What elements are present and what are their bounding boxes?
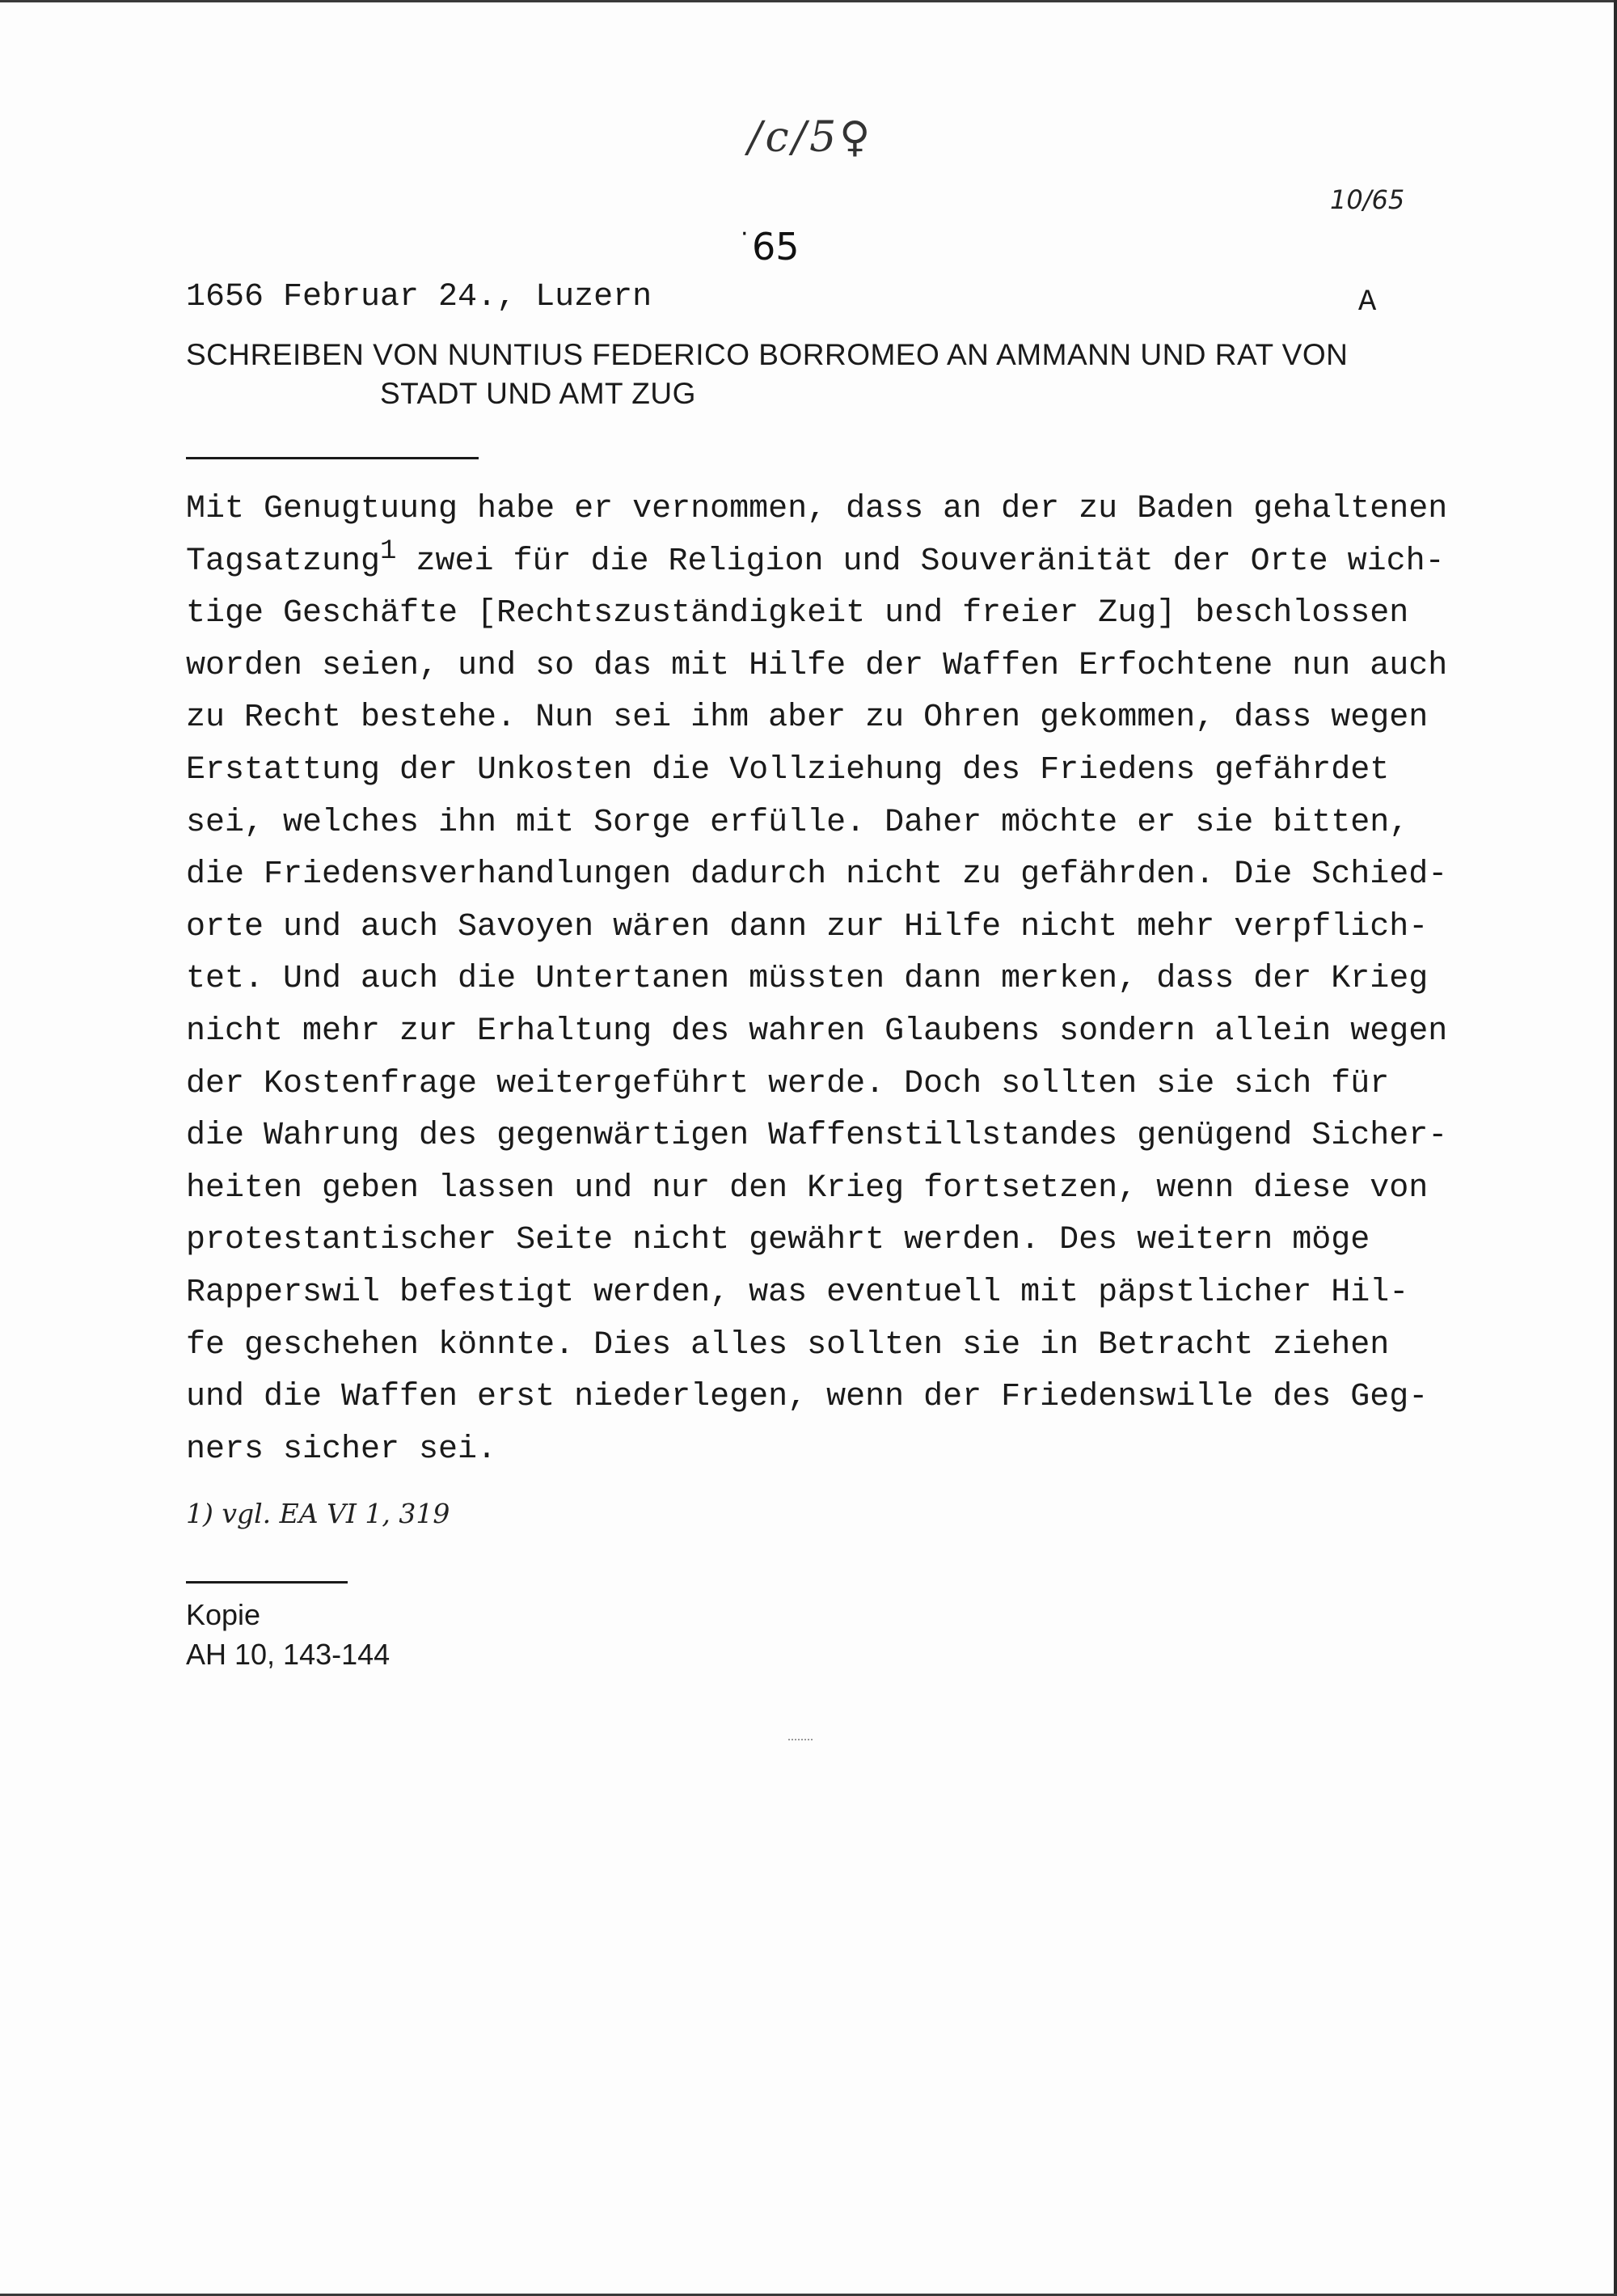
footnote: 1) vgl. EA VI 1, 319: [186, 1498, 450, 1529]
body-line: heiten geben lassen und nur den Krieg fortsetzen, wenn diese von: [186, 1169, 1429, 1207]
body-line: Erstattung der Unkosten die Vollziehung des Friedens gefährdet: [186, 751, 1390, 789]
body-line: Mit Genugtuung habe er vernommen, dass an der zu Baden gehaltenen: [186, 491, 1448, 527]
source-divider: [186, 1581, 348, 1584]
body-line: zu Recht bestehe. Nun sei ihm aber zu Ohren gekommen, dass wegen: [186, 700, 1429, 737]
scan-speck: [788, 1739, 813, 1742]
body-line: die Wahrung des gegenwärtigen Waffenstillstandes genügend Sicher-: [186, 1118, 1448, 1155]
body-line: die Friedensverhandlungen dadurch nicht zu gefährden. Die Schied-: [186, 856, 1448, 894]
body-line: und die Waffen erst niederlegen, wenn der Friedenswille des Geg-: [186, 1379, 1429, 1416]
title-divider: [186, 457, 479, 459]
body-line: ners sicher sei.: [186, 1431, 497, 1468]
body-line: fe geschehen könnte. Dies alles sollten sie in Betracht ziehen: [186, 1326, 1390, 1364]
source-type: Kopie: [186, 1598, 261, 1631]
document-category: A: [1358, 285, 1377, 319]
document-title-line-1: SCHREIBEN VON NUNTIUS FEDERICO BORROMEO AN AMMANN UND RAT VON: [186, 338, 1349, 371]
date-place: 1656 Februar 24., Luzern: [186, 279, 652, 315]
body-line: orte und auch Savoyen wären dann zur Hilfe nicht mehr verpflich-: [186, 908, 1429, 945]
footnote-marker: 1: [380, 535, 397, 567]
source-reference: AH 10, 143-144: [186, 1638, 391, 1671]
body-line: nicht mehr zur Erhaltung des wahren Glaubens sondern allein wegen: [186, 1013, 1448, 1050]
body-line: Rapperswil befestigt werden, was eventuell mit päpstlicher Hil-: [186, 1274, 1409, 1311]
body-line: der Kostenfrage weitergeführt werde. Doch sollten sie sich für: [186, 1065, 1390, 1102]
body-line-text: zwei für die Religion und Souveränität der Orte wich-: [396, 543, 1445, 580]
body-line: worden seien, und so das mit Hilfe der Waffen Erfochtene nun auch: [186, 647, 1448, 684]
scan-border-top: [0, 0, 1617, 2]
document-title-line-2: STADT UND AMT ZUG: [380, 377, 696, 410]
document-title: [186, 336, 1431, 413]
handwritten-archive-number: /c/5♀: [748, 113, 874, 162]
body-line-text: Tagsatzung: [186, 543, 381, 580]
scan-border-right: [1614, 0, 1617, 2296]
body-line: [186, 536, 1463, 589]
body-line: tige Geschäfte [Rechtszuständigkeit und freier Zug] beschlossen: [186, 595, 1409, 632]
body-line: protestantischer Seite nicht gewährt werden. Des weitern möge: [186, 1222, 1370, 1259]
page-number: · 65: [752, 225, 800, 269]
body-line: sei, welches ihn mit Sorge erfülle. Daher möchte er sie bitten,: [186, 804, 1409, 841]
body-line: tet. Und auch die Untertanen müssten dann merken, dass der Krieg: [186, 961, 1429, 998]
reference-number: 10/65: [1330, 184, 1405, 215]
body-text: [186, 484, 1463, 1476]
